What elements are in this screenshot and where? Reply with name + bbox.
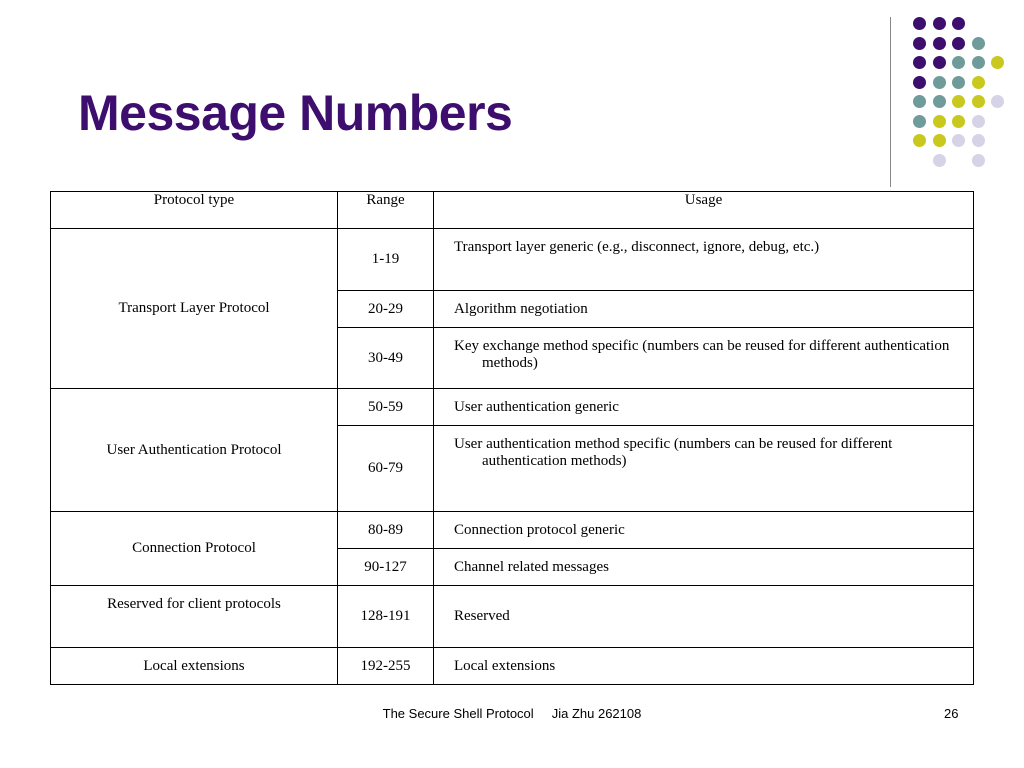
- decorative-dot: [972, 76, 985, 89]
- protocol-cell-user-auth: User Authentication Protocol: [51, 389, 338, 512]
- decorative-dot: [952, 37, 965, 50]
- usage-cell: [434, 229, 974, 291]
- decorative-dot: [933, 154, 946, 167]
- range-cell: 30-49: [338, 328, 434, 389]
- decorative-dot: [933, 95, 946, 108]
- decorative-dot: [952, 17, 965, 30]
- title-divider-line: [890, 17, 891, 187]
- decorative-dot: [991, 95, 1004, 108]
- usage-cell: [434, 328, 974, 389]
- usage-cell: [434, 549, 974, 586]
- usage-text: Transport layer generic (e.g., disconnect, ignore, debug, etc.): [454, 239, 820, 255]
- range-cell: 80-89: [338, 512, 434, 549]
- usage-cell: [434, 512, 974, 549]
- usage-text: User authentication method specific (numbers can be reused for different authentication methods): [454, 436, 893, 469]
- usage-text: Key exchange method specific (numbers can be reused for different authentication methods): [454, 338, 950, 371]
- table-header-row: [51, 192, 974, 229]
- table-row: [51, 586, 974, 648]
- header-usage: Usage: [434, 192, 974, 229]
- decorative-dot: [913, 76, 926, 89]
- decorative-dot: [933, 37, 946, 50]
- decorative-dot: [913, 37, 926, 50]
- decorative-dot: [952, 95, 965, 108]
- usage-cell: [434, 648, 974, 685]
- decorative-dot: [972, 154, 985, 167]
- decorative-dot: [952, 76, 965, 89]
- decorative-dot: [933, 76, 946, 89]
- decorative-dot: [933, 134, 946, 147]
- range-cell: 128-191: [338, 586, 434, 648]
- page-number: 26: [944, 706, 959, 721]
- usage-text: Algorithm negotiation: [454, 300, 588, 317]
- decorative-dot: [991, 56, 1004, 69]
- header-range: Range: [338, 192, 434, 229]
- decorative-dot: [933, 115, 946, 128]
- decorative-dot: [972, 115, 985, 128]
- decorative-dot: [972, 37, 985, 50]
- decorative-dot: [913, 95, 926, 108]
- range-cell: 60-79: [338, 426, 434, 512]
- table-row: [51, 229, 974, 291]
- decorative-dot: [952, 56, 965, 69]
- protocol-cell-reserved: Reserved for client protocols: [51, 586, 338, 648]
- usage-text: User authentication generic: [454, 398, 619, 415]
- decorative-dot: [952, 134, 965, 147]
- range-cell: 1-19: [338, 229, 434, 291]
- usage-text: Connection protocol generic: [454, 521, 625, 538]
- range-cell: 50-59: [338, 389, 434, 426]
- usage-text: Reserved: [454, 608, 510, 624]
- decorative-dot: [952, 115, 965, 128]
- table-row: [51, 512, 974, 549]
- decorative-dot: [913, 134, 926, 147]
- table-row: [51, 389, 974, 426]
- protocol-cell-local: Local extensions: [51, 648, 338, 685]
- usage-cell: [434, 426, 974, 512]
- decorative-dot: [972, 95, 985, 108]
- header-protocol-type: Protocol type: [51, 192, 338, 229]
- range-cell: 20-29: [338, 291, 434, 328]
- decorative-dot: [972, 56, 985, 69]
- range-cell: 90-127: [338, 549, 434, 586]
- decorative-dot: [933, 17, 946, 30]
- decorative-dot: [913, 115, 926, 128]
- usage-cell: [434, 291, 974, 328]
- range-cell: 192-255: [338, 648, 434, 685]
- slide-title: Message Numbers: [78, 85, 513, 141]
- protocol-cell-connection: Connection Protocol: [51, 512, 338, 586]
- footer-text: The Secure Shell Protocol Jia Zhu 262108: [382, 706, 642, 721]
- table-row: [51, 648, 974, 685]
- usage-cell: [434, 586, 974, 648]
- message-numbers-table: [50, 191, 974, 685]
- usage-text: Channel related messages: [454, 558, 609, 575]
- usage-text: Local extensions: [454, 657, 556, 674]
- decorative-dot: [933, 56, 946, 69]
- protocol-cell-transport: Transport Layer Protocol: [51, 229, 338, 389]
- decorative-dot: [913, 17, 926, 30]
- decorative-dot: [972, 134, 985, 147]
- usage-cell: [434, 389, 974, 426]
- decorative-dot: [913, 56, 926, 69]
